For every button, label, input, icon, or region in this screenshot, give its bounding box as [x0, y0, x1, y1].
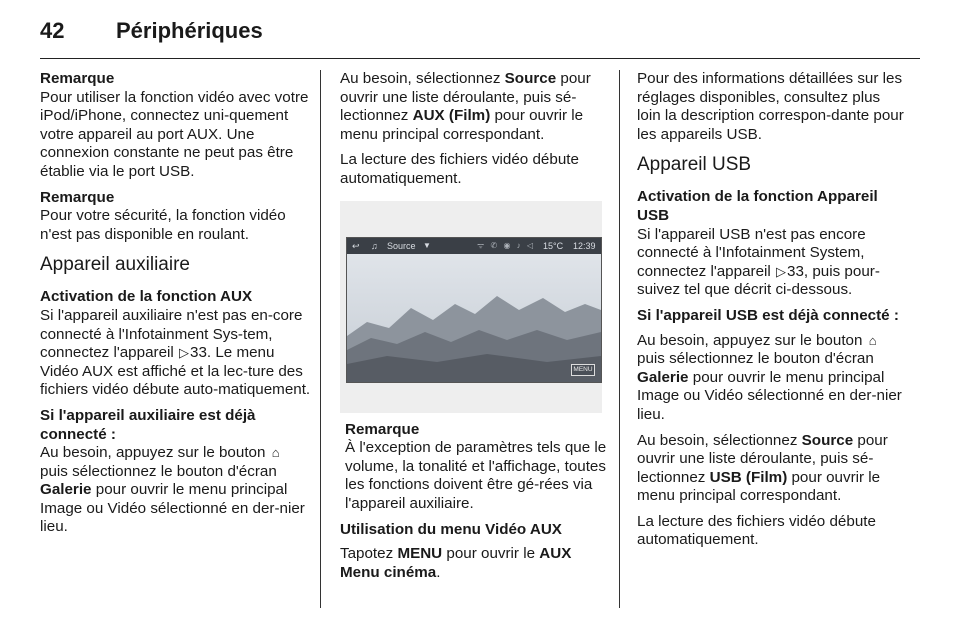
usb-film-label: USB (Film)	[709, 468, 788, 486]
paragraph: Au besoin, appuyez sur le bouton ⌂ puis sélectionnez le bouton d'écran Galerie pour ouvrir le menu principal Image ou Vidéo sélectionné en der-nier lieu.	[637, 331, 902, 423]
screenshot-figure	[340, 201, 602, 413]
column-1	[40, 70, 312, 544]
source-label: Source	[504, 70, 557, 87]
note-body: À l'exception de paramètres tels que le volume, la tonalité et l'affichage, toutes les fonctions doivent être gé-rées via l'appareil auxiliaire.	[345, 439, 607, 512]
source-label: Source	[801, 431, 854, 449]
page-header	[0, 0, 960, 58]
aux-film-label: AUX (Film)	[412, 107, 491, 125]
aux-menu-cinema-label: AUX Menu cinéma	[340, 545, 572, 581]
paragraph: Au besoin, sélectionnez Source pour ouvrir une liste déroulante, puis sé-lectionnez USB (Film) pour ouvrir le menu principal correspondant.	[637, 431, 888, 505]
column-divider-1	[320, 70, 321, 608]
paragraph: La lecture des fichiers vidéo débute automatiquement.	[637, 512, 876, 549]
home-icon: ⌂	[271, 445, 280, 461]
note-title: Remarque	[40, 70, 115, 87]
paragraph: Tapotez MENU pour ouvrir le AUX Menu cinéma.	[340, 545, 572, 581]
infotainment-screen	[346, 237, 602, 383]
media-source-icon: ♫	[371, 240, 378, 251]
paragraph: Pour des informations détaillées sur les réglages disponibles, consultez plus loin la description correspon-dante pour les appareils USB.	[637, 70, 904, 143]
subheading-aux-menu: Utilisation du menu Vidéo AUX	[340, 520, 562, 538]
status-icons: ᯤ ✆ ◉ ♪ ◁	[477, 240, 536, 250]
column-divider-2	[619, 70, 620, 608]
column-3	[637, 70, 907, 557]
ref-arrow-icon: ▷	[776, 263, 787, 279]
menu-button[interactable]: MENU	[571, 364, 595, 376]
subheading-activation-aux: Activation de la fonction AUX	[40, 288, 253, 306]
subheading-usb-connected: Si l'appareil USB est déjà connecté :	[637, 306, 899, 324]
subheading-activation-usb: Activation de la fonction Appareil USB	[637, 188, 878, 224]
clock-readout: 12:39	[573, 240, 596, 251]
paragraph: Si l'appareil auxiliaire n'est pas en-core connecté à l'Infotainment Sys-tem, connectez l'appareil ▷33. Le menu Vidéo AUX est affiché et la lec-ture des fichiers vidéo débute auto-matiquement.	[40, 306, 311, 399]
home-icon: ⌂	[868, 332, 877, 348]
galerie-label: Galerie	[637, 368, 689, 386]
chevron-down-icon: ▼	[423, 240, 431, 250]
temperature-readout: 15°C	[543, 240, 564, 251]
page-number: 42	[40, 18, 65, 43]
note-title: Remarque	[345, 420, 420, 438]
paragraph: La lecture des fichiers vidéo débute automatiquement.	[340, 151, 579, 187]
paragraph: Au besoin, sélectionnez Source pour ouvrir une liste déroulante, puis sé-lectionnez AUX (Film) pour ouvrir le menu principal correspondant.	[340, 70, 591, 143]
page-title: Périphériques	[116, 18, 263, 43]
section-title-usb: Appareil USB	[637, 154, 752, 176]
header-rule	[40, 58, 920, 59]
paragraph: Si l'appareil USB n'est pas encore connecté à l'Infotainment System, connectez l'appareil ▷33, puis pour-suivez tel que décrit ci-dessous.	[637, 225, 880, 299]
ref-arrow-icon: ▷	[179, 345, 190, 361]
note-body: Pour votre sécurité, la fonction vidéo n'est pas disponible en roulant.	[40, 207, 286, 243]
menu-label: MENU	[397, 545, 443, 563]
column-2	[340, 70, 608, 589]
note-body: Pour utiliser la fonction vidéo avec votre iPod/iPhone, connectez uni-quement votre appareil au port AUX. Une connexion constante ne peut pas être établie via le port USB.	[40, 88, 309, 180]
back-icon[interactable]: ↩	[352, 240, 360, 251]
video-frame-mountains	[347, 238, 601, 382]
source-dropdown[interactable]: Source	[387, 240, 416, 251]
subheading-already-connected: Si l'appareil auxiliaire est déjà connecté :	[40, 406, 256, 443]
galerie-label: Galerie	[40, 481, 92, 499]
section-title-aux: Appareil auxiliaire	[40, 254, 190, 276]
note-box	[340, 421, 608, 514]
status-bar	[347, 238, 601, 254]
paragraph: Au besoin, appuyez sur le bouton ⌂ puis sélectionnez le bouton d'écran Galerie pour ouvrir le menu principal Image ou Vidéo sélectionné en der-nier lieu.	[40, 444, 305, 536]
note-title: Remarque	[40, 188, 115, 206]
